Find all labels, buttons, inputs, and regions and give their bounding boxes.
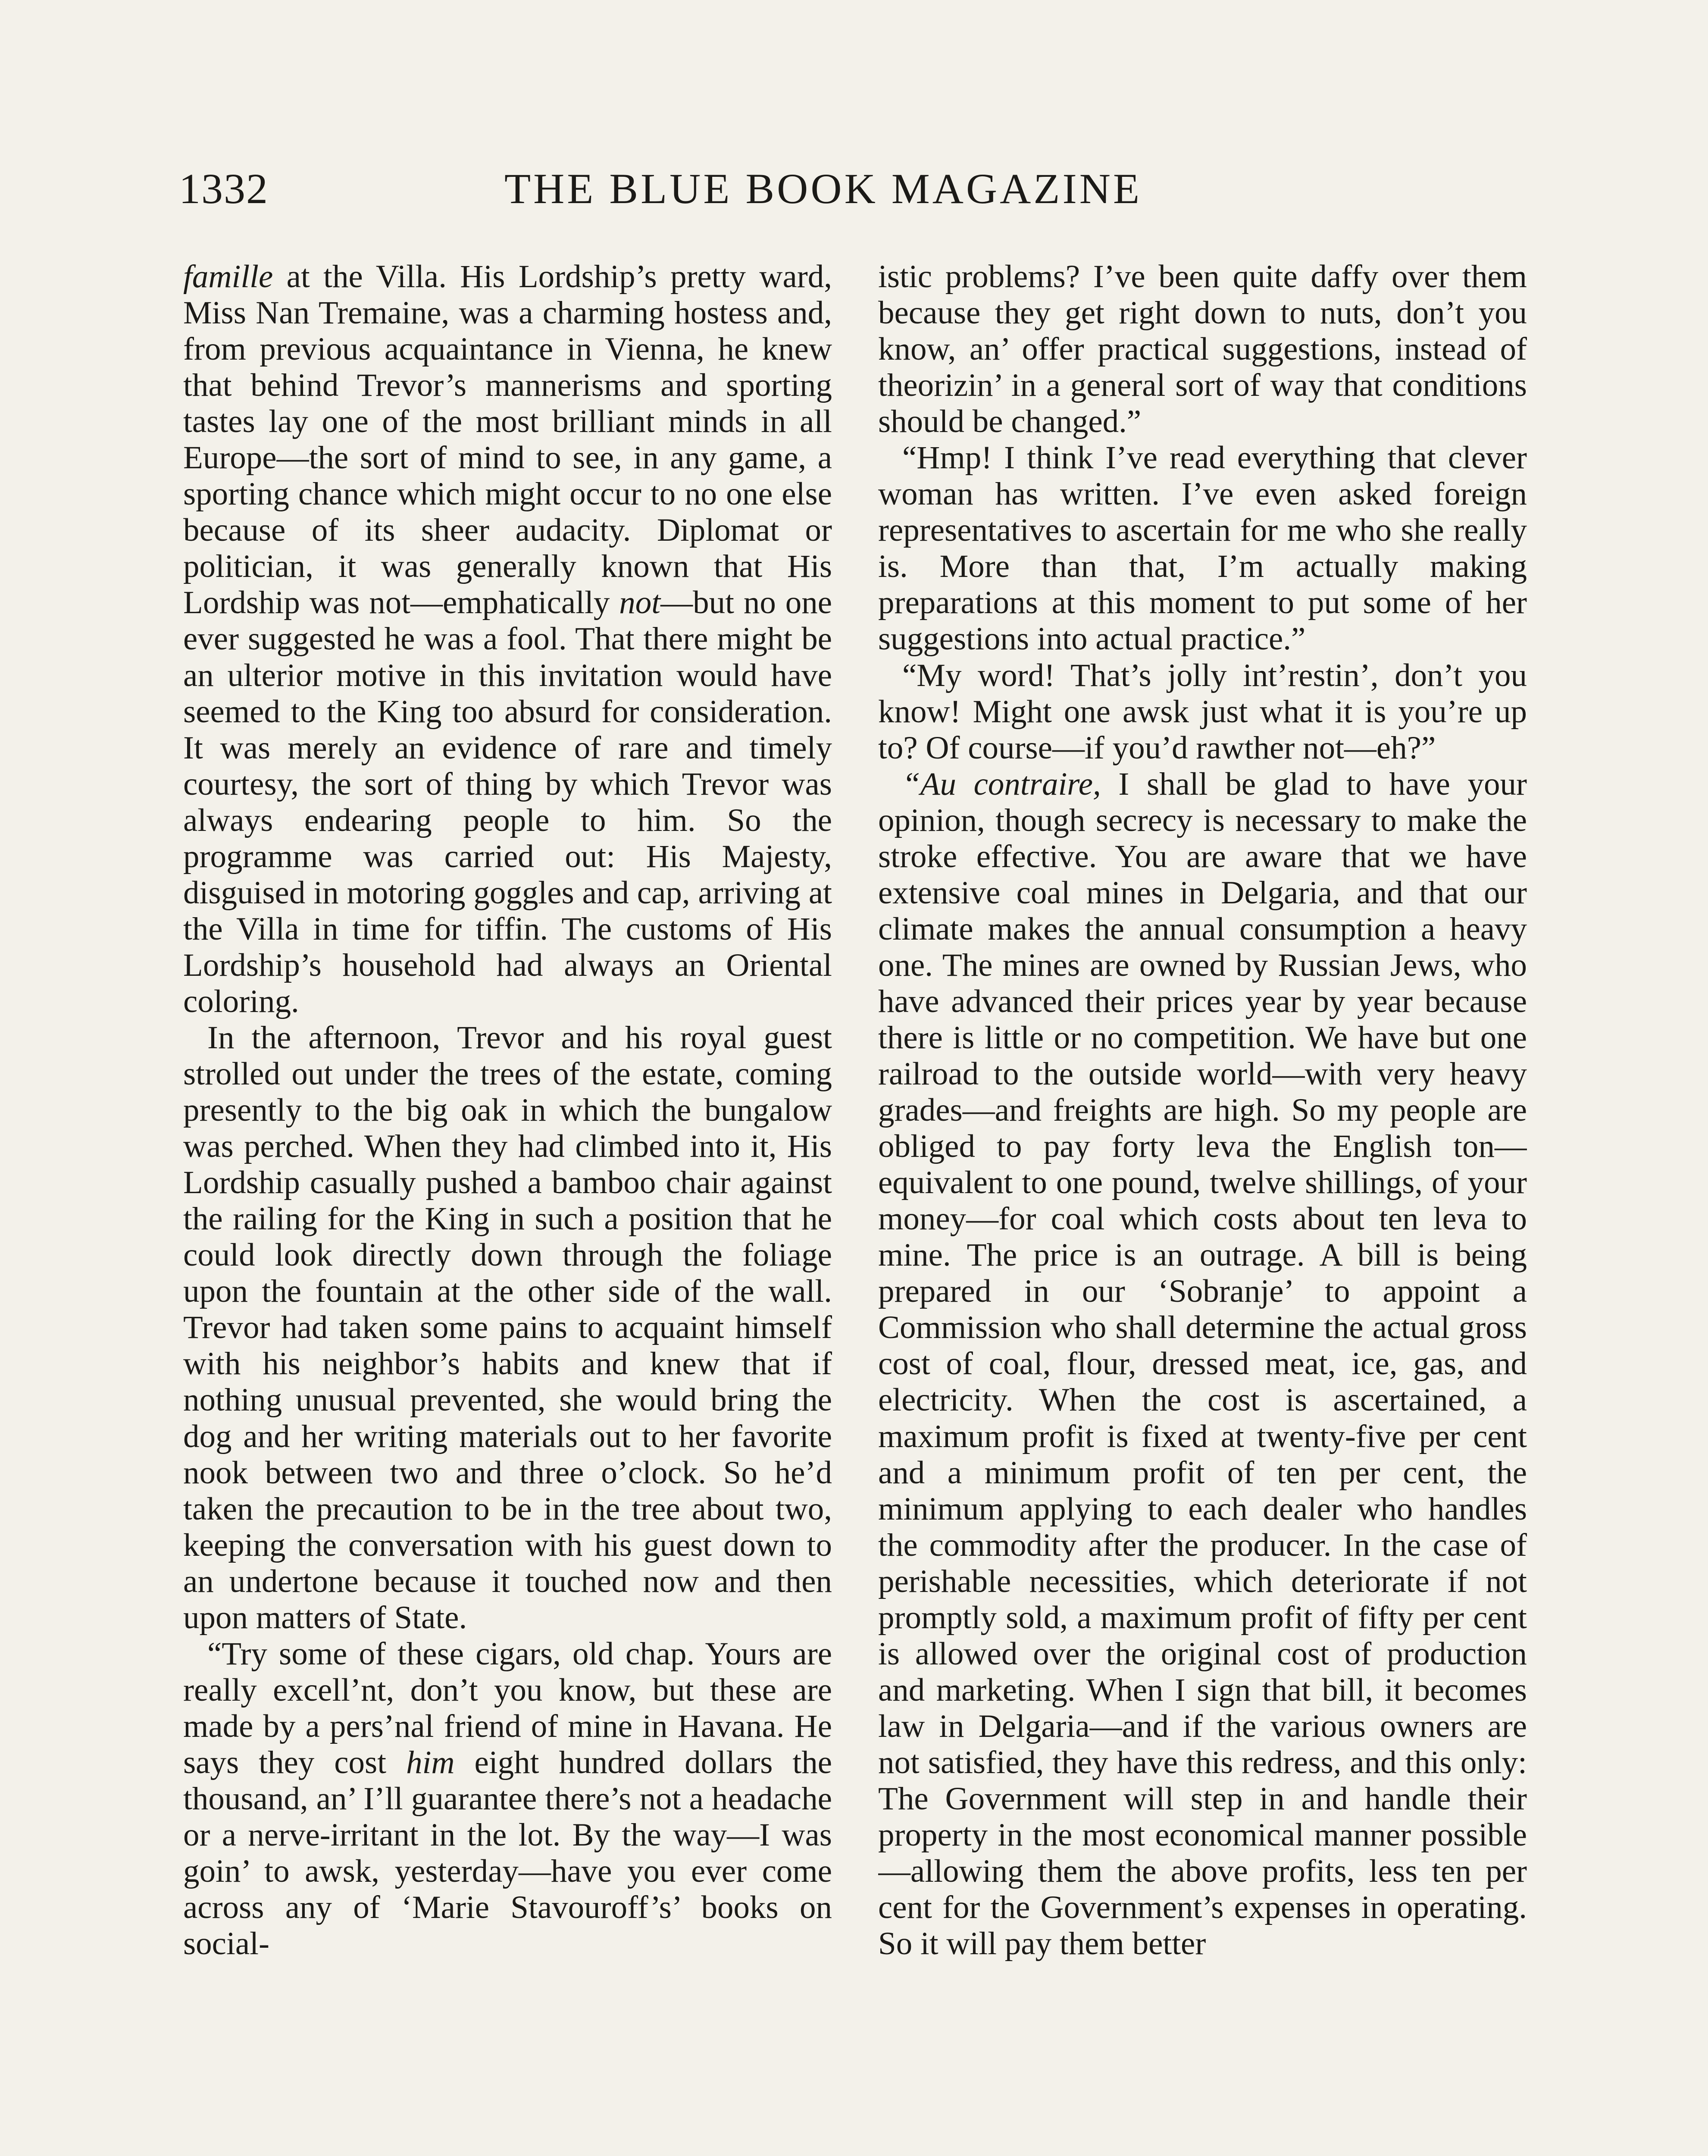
text-run: eight hundred dollars the thousand, an’ I’ll guarantee there’s not a headache or a nerve-irritant in the lot. By the way—I was goin’ to awsk, yesterday—have you ever come across any of ‘Marie Stavouroff’s’ books on social- [183, 1744, 832, 1962]
text-run: at the Villa. His Lordship’s pretty ward, Miss Nan Tremaine, was a charming hostess and, from previous acquaintance in Vienna, he knew that behind Trevor’s mannerisms and sporting tastes lay one of the most brilliant minds in all Europe—the sort of mind to see, in any game, a sporting chance which might occur to no one else because of its sheer audacity. Diplomat or politician, it was generally known that His Lordship was not—emphatically [183, 259, 832, 621]
text-run: “Try some of these cigars, old chap. Yours are really excell’nt, don’t you know, but these are made by a pers’nal friend of mine in Havana. He says they cost [183, 1636, 832, 1780]
left-column [183, 259, 832, 2156]
paragraph [183, 1636, 832, 1962]
italic-text: not [619, 585, 661, 621]
paragraph [183, 259, 832, 1020]
running-head: THE BLUE BOOK MAGAZINE [504, 165, 1142, 213]
italic-text: famille [183, 259, 273, 295]
italic-text: “Au contraire, [902, 766, 1101, 802]
paragraph: istic problems? I’ve been quite daffy over them because they get right down to nuts, don’t you know, an’ offer practical suggestions, instead of theorizin’ in a general sort of way that conditions should be changed.” [878, 259, 1527, 440]
paragraph: “Hmp! I think I’ve read everything that clever woman has written. I’ve even asked foreign representatives to ascertain for me who she really is. More than that, I’m actually making preparations at this moment to put some of her suggestions into actual practice.” [878, 440, 1527, 657]
paragraph: “My word! That’s jolly int’restin’, don’t you know! Might one awsk just what it is you’re up to? Of course—if you’d rawther not—eh?” [878, 657, 1527, 766]
text-run: —but no one ever suggested he was a fool. That there might be an ulterior motive in this invitation would have seemed to the King too absurd for consideration. It was merely an evidence of rare and timely courtesy, the sort of thing by which Trevor was always endearing people to him. So the programme was carried out: His Majesty, disguised in motoring goggles and cap, arriving at the Villa in time for tiffin. The customs of His Lordship’s household had always an Oriental coloring. [183, 585, 832, 1019]
right-column [878, 259, 1527, 2156]
paragraph: In the afternoon, Trevor and his royal guest strolled out under the trees of the estate, coming presently to the big oak in which the bungalow was perched. When they had climbed into it, His Lordship casually pushed a bamboo chair against the railing for the King in such a position that he could look directly down through the foliage upon the fountain at the other side of the wall. Trevor had taken some pains to acquaint himself with his neighbor’s habits and knew that if nothing unusual prevented, she would bring the dog and her writing materials out to her favorite nook between two and three o’clock. So he’d taken the precaution to be in the tree about two, keeping the conversation with his guest down to an undertone because it touched now and then upon matters of State. [183, 1019, 832, 1636]
paragraph [878, 766, 1527, 1962]
page-number: 1332 [179, 165, 269, 213]
italic-text: him [406, 1744, 455, 1780]
text-run: I shall be glad to have your opinion, though secrecy is necessary to make the stroke effective. You are aware that we have extensive coal mines in Delgaria, and that our climate makes the annual consumption a heavy one. The mines are owned by Russian Jews, who have advanced their prices year by year because there is little or no competition. We have but one railroad to the outside world—with very heavy grades—and freights are high. So my people are obliged to pay forty leva the English ton—equivalent to one pound, twelve shillings, of your money—for coal which costs about ten leva to mine. The price is an outrage. A bill is being prepared in our ‘Sobranje’ to appoint a Commission who shall determine the actual gross cost of coal, flour, dressed meat, ice, gas, and electricity. When the cost is ascertained, a maximum profit is fixed at twenty-five per cent and a minimum profit of ten per cent, the minimum applying to each dealer who handles the commodity after the producer. In the case of perishable necessities, which deteriorate if not promptly sold, a maximum profit of fifty per cent is allowed over the original cost of production and marketing. When I sign that bill, it becomes law in Delgaria—and if the various owners are not satisfied, they have this redress, and this only: The Government will step in and handle their property in the most economical manner possible—allowing them the above profits, less ten per cent for the Government’s expenses in operating. So it will pay them better [878, 766, 1527, 1962]
